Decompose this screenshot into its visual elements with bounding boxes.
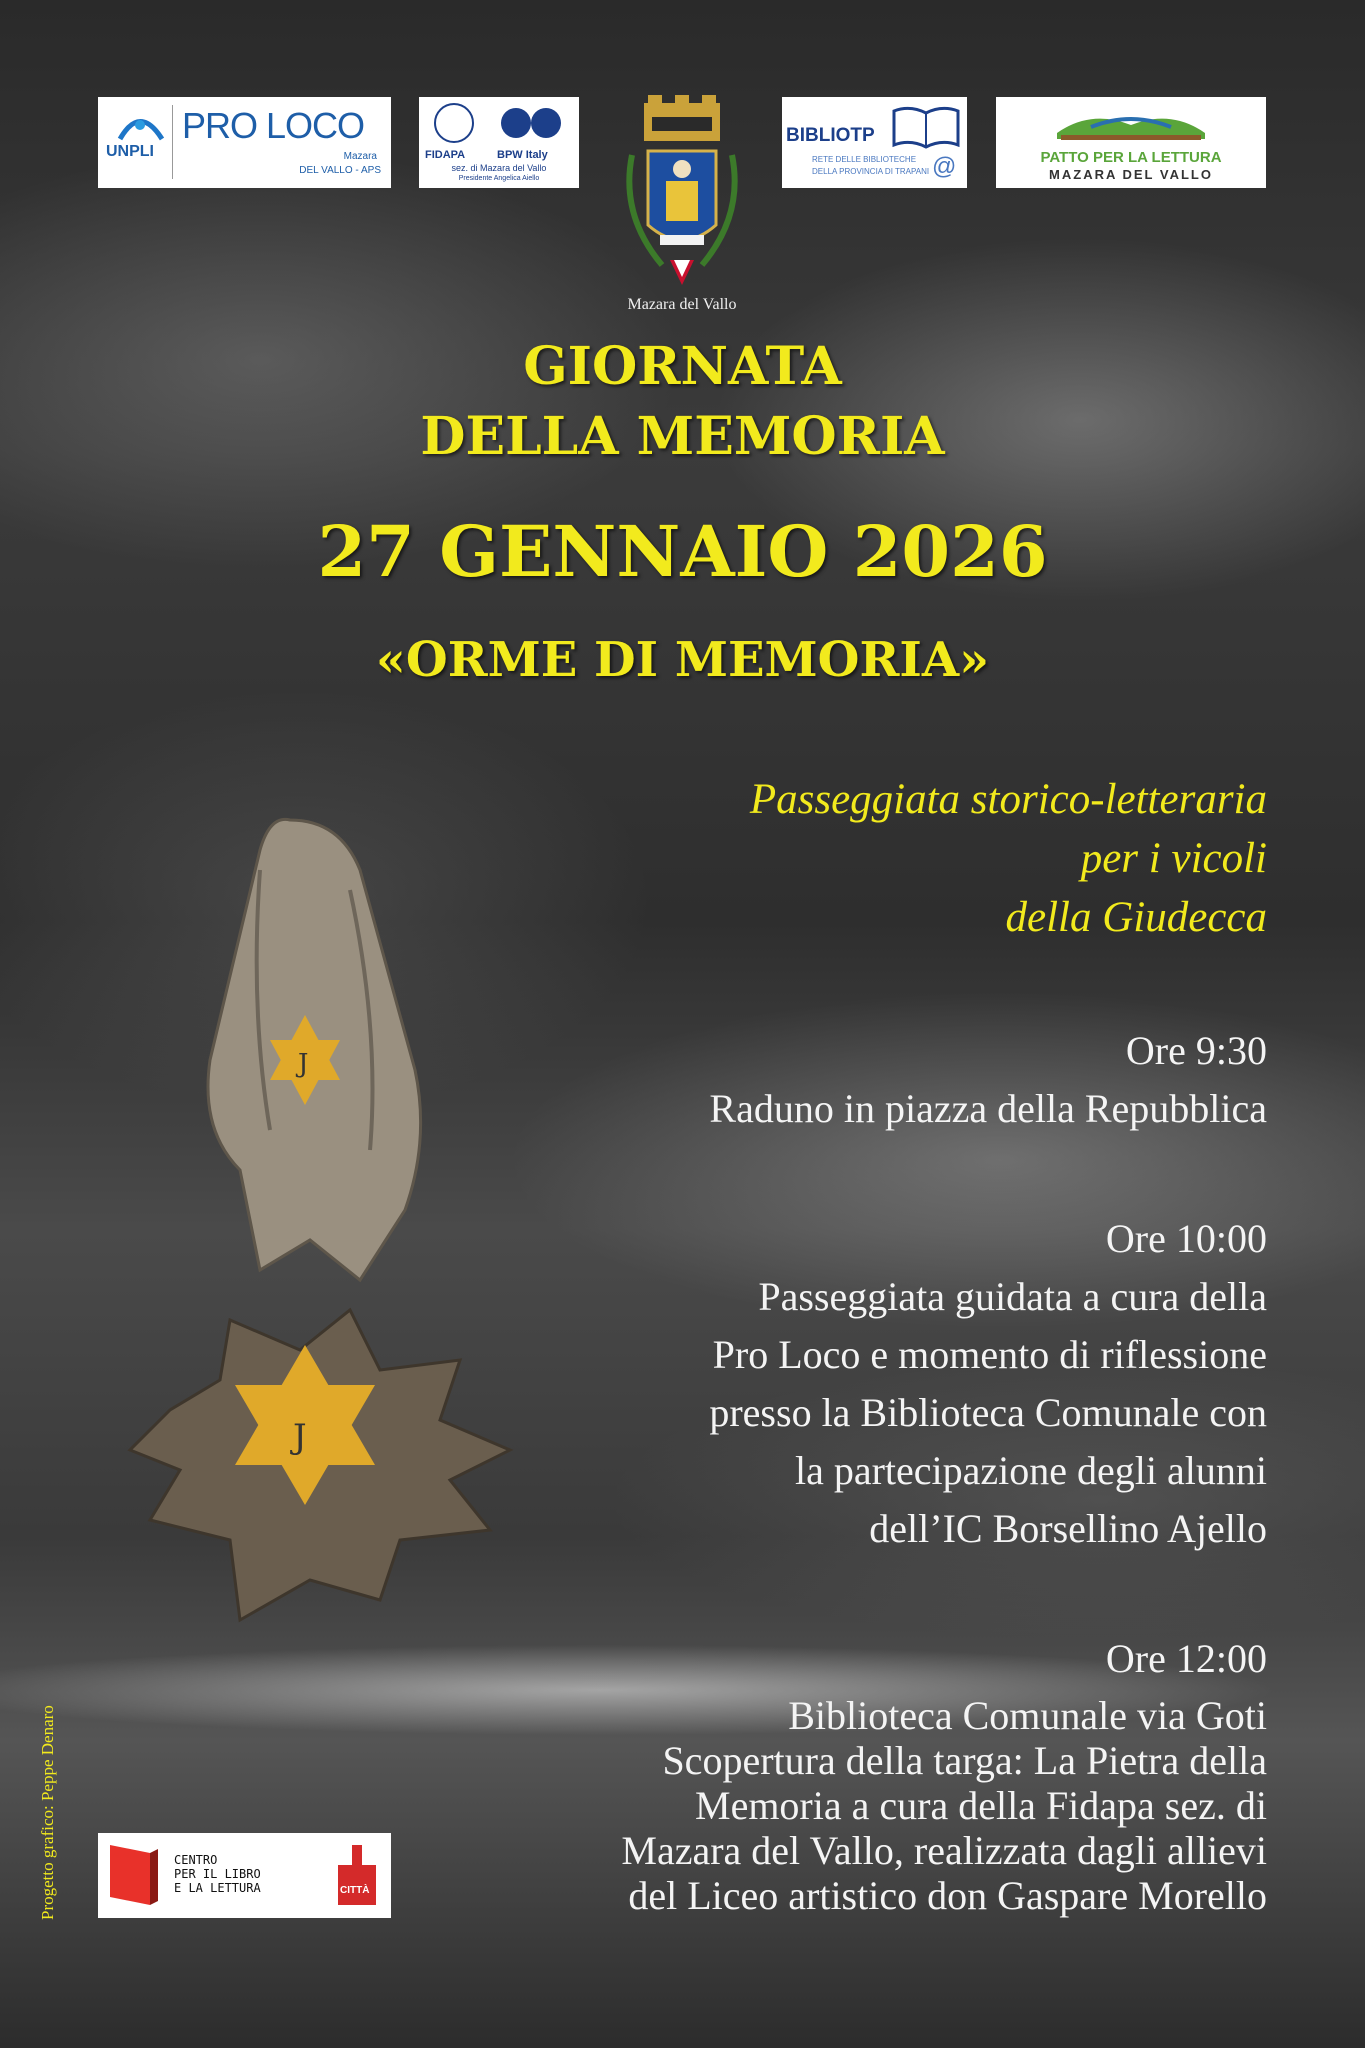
schedule-3-line-1: Biblioteca Comunale via Goti: [788, 1693, 1267, 1738]
schedule-1-line-1: Raduno in piazza della Repubblica: [709, 1086, 1267, 1131]
cloth-star-lower-icon: [110, 1300, 530, 1630]
cepell-citta: CITTÀ: [340, 1885, 370, 1896]
proloco-name: PRO LOCO: [182, 105, 365, 146]
bibliotp-sub1: RETE DELLE BIBLIOTECHE: [812, 155, 917, 164]
proloco-divider: [172, 105, 173, 179]
cepell-emblem-icon: [110, 1845, 160, 1905]
logo-proloco: [98, 97, 391, 188]
fidapa-name2: BPW Italy: [497, 149, 548, 161]
at-icon: @: [932, 153, 957, 180]
cepell-line1: CENTRO: [174, 1853, 218, 1867]
logo-patto: [996, 97, 1266, 188]
schedule-3-line-4: Mazara del Vallo, realizzata dagli allievi: [621, 1828, 1267, 1873]
schedule-time-1: Ore 9:30: [1125, 1028, 1267, 1073]
cloth-star-upper-icon: [190, 810, 450, 1290]
proloco-unpli: UNPLI: [106, 143, 154, 160]
subtitle-block: [507, 770, 1267, 947]
schedule-3-line-3: Memoria a cura della Fidapa sez. di: [695, 1783, 1267, 1828]
logo-fidapa: [419, 97, 579, 188]
subtitle-line2: per i vicoli: [1080, 835, 1267, 882]
coat-of-arms-caption: Mazara del Vallo: [627, 296, 737, 313]
patto-line2: MAZARA DEL VALLO: [1049, 167, 1213, 182]
event-date: 27 GENNAIO 2026: [317, 510, 1048, 593]
svg-text:J: J: [298, 1049, 309, 1079]
citta-emblem-icon: [334, 1843, 380, 1907]
subtitle-line1: Passeggiata storico-letteraria: [749, 776, 1267, 823]
fidapa-emblem-icon: [424, 101, 574, 145]
schedule-2-line-4: la partecipazione degli alunni: [794, 1448, 1267, 1493]
schedule-2-line-3: presso la Biblioteca Comunale con: [709, 1390, 1267, 1435]
event-name: «ORME DI MEMORIA»: [375, 632, 990, 688]
proloco-sub2: DEL VALLO - APS: [299, 165, 381, 176]
subtitle-line3: della Giudecca: [1005, 894, 1267, 941]
open-book-icon: [1051, 103, 1211, 143]
schedule-2-line-1: Passeggiata guidata a cura della: [758, 1274, 1267, 1319]
graphic-credit: Progetto grafico: Peppe Denaro: [38, 1705, 57, 1920]
proloco-sub1: Mazara: [343, 151, 377, 162]
cepell-line2: PER IL LIBRO: [174, 1867, 261, 1881]
title-line1: GIORNATA: [523, 336, 842, 397]
schedule-3-line-2: Scopertura della targa: La Pietra della: [662, 1738, 1267, 1783]
schedule-3-line-5: del Liceo artistico don Gaspare Morello: [628, 1873, 1267, 1918]
logo-cepell: [98, 1833, 391, 1918]
fidapa-sub2: Presidente Angelica Aiello: [458, 175, 540, 182]
schedule-time-2: Ore 10:00: [1105, 1216, 1267, 1261]
schedule-item-1: [507, 1022, 1267, 1138]
logo-bibliotp: [782, 97, 967, 188]
title-line2: DELLA MEMORIA: [420, 406, 945, 467]
schedule-2-line-2: Pro Loco e momento di riflessione: [712, 1332, 1267, 1377]
svg-text:J: J: [293, 1417, 307, 1457]
schedule-item-3: [507, 1636, 1267, 1918]
cepell-line3: E LA LETTURA: [174, 1881, 261, 1895]
coat-of-arms-icon: [612, 95, 752, 290]
bibliotp-sub2: DELLA PROVINCIA DI TRAPANI: [812, 167, 930, 176]
fidapa-sub: sez. di Mazara del Vallo: [451, 163, 547, 173]
patto-line1: PATTO PER LA LETTURA: [1040, 149, 1222, 166]
schedule-time-3: Ore 12:00: [1105, 1636, 1267, 1681]
bibliotp-name: BIBLIOTP: [786, 125, 875, 146]
fidapa-name1: FIDAPA: [425, 149, 466, 161]
schedule-2-line-5: dell’IC Borsellino Ajello: [869, 1506, 1267, 1551]
schedule-item-2: [507, 1210, 1267, 1558]
book-icon: [890, 101, 962, 151]
